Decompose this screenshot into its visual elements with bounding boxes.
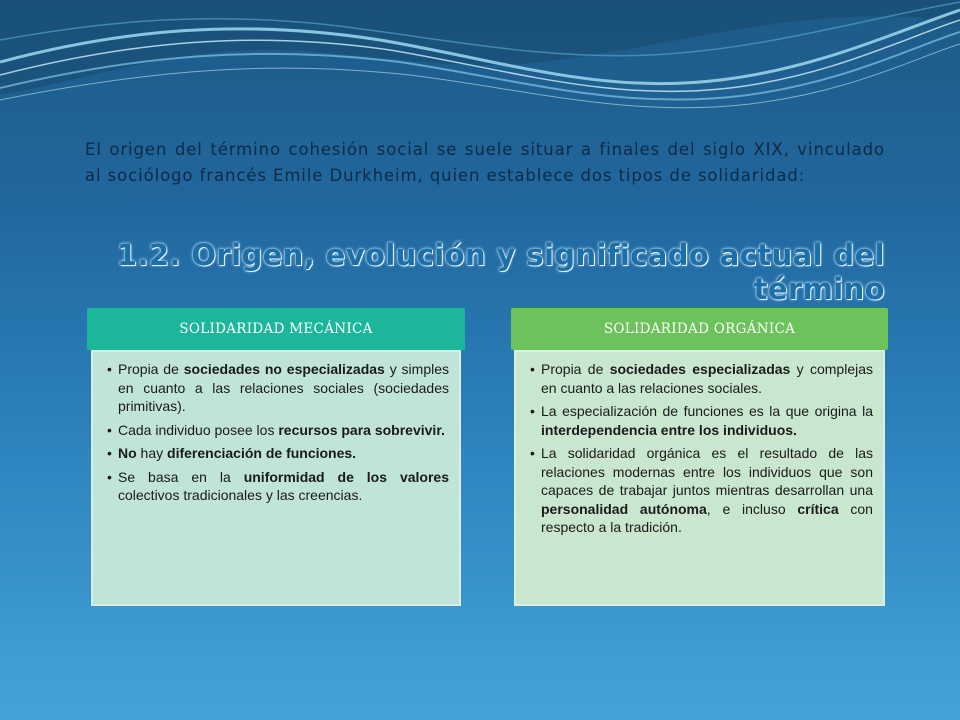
solidaridad-organica-card — [511, 308, 888, 608]
bullet-item — [109, 444, 449, 463]
solidaridad-mecanica-header: SOLIDARIDAD MECÁNICA — [87, 308, 465, 350]
text-span: y simples en cuanto a las relaciones sociales (sociedades primitivas). — [118, 361, 449, 414]
bullet-item — [532, 444, 873, 537]
bold-text: sociedades no especializadas — [183, 361, 385, 377]
bold-text: sociedades especializadas — [609, 361, 791, 377]
text-span: , e incluso — [706, 500, 798, 517]
solidaridad-mecanica-body — [91, 350, 461, 606]
bold-text: diferenciación de funciones. — [167, 445, 357, 461]
bold-text: recursos para sobrevivir. — [278, 421, 445, 438]
bold-text: No — [118, 445, 137, 461]
bullet-item — [532, 360, 873, 397]
text-span: Se basa en la — [118, 468, 244, 485]
text-span: Cada individuo posee los — [118, 421, 279, 438]
text-span: con respecto a la tradición. — [541, 500, 873, 535]
bullet-item — [109, 468, 449, 505]
slide-title: 1.2. Origen, evolución y significado actual del término — [116, 238, 885, 306]
text-span: y complejas en cuanto a las relaciones sociales. — [541, 361, 874, 396]
bullet-item — [532, 402, 873, 439]
bullet-item — [109, 421, 449, 440]
solidaridad-mecanica-list — [109, 360, 449, 505]
solidaridad-mecanica-card — [87, 308, 465, 608]
bold-text: interdependencia entre los individuos. — [541, 421, 797, 438]
bold-text: uniformidad de los valores — [243, 468, 449, 485]
wave-decoration — [0, 0, 960, 120]
text-span: colectivos tradicionales y las creencias. — [118, 487, 363, 503]
solidaridad-organica-header: SOLIDARIDAD ORGÁNICA — [511, 308, 888, 350]
solidaridad-organica-list — [532, 360, 873, 537]
bullet-item — [109, 360, 449, 416]
text-span: Propia de — [118, 361, 184, 377]
intro-paragraph: El origen del término cohesión social se suele situar a finales del siglo XIX, vinculado al sociólogo francés Emile Durkheim, quien establece dos tipos de solidaridad: — [85, 139, 885, 185]
bold-text: crítica — [797, 500, 839, 517]
text-span: La solidaridad orgánica es el resultado de las relaciones modernas entre los individuos que son capaces de trabajar juntos mientras desarrollan una — [541, 445, 873, 498]
solidaridad-organica-body — [514, 350, 885, 606]
text-span: hay — [136, 445, 168, 461]
bold-text: personalidad autónoma — [541, 500, 707, 517]
text-span: Propia de — [541, 361, 610, 377]
text-span: La especialización de funciones es la que origina la — [541, 403, 873, 419]
